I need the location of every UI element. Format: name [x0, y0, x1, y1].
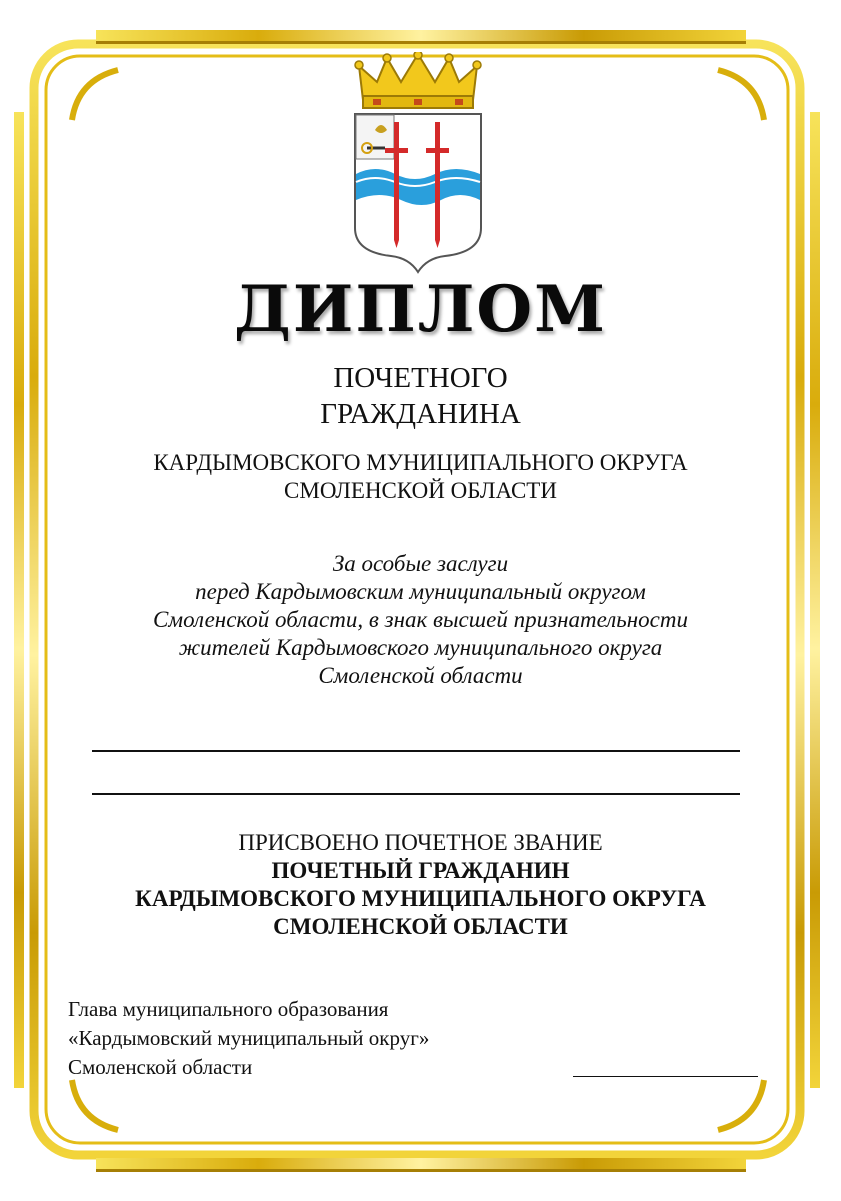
merit-line: За особые заслуги — [332, 551, 509, 576]
crown-icon — [355, 52, 481, 108]
subtitle-line: ГРАЖДАНИНА — [320, 398, 521, 430]
diploma-title: ДИПЛОМ — [234, 272, 607, 347]
region-line: СМОЛЕНСКОЙ ОБЛАСТИ — [284, 478, 557, 503]
merit-line: перед Кардымовским муниципальный округом — [195, 579, 646, 604]
coat-of-arms-emblem — [345, 52, 491, 274]
subtitle-line: ПОЧЕТНОГО — [333, 362, 508, 394]
award-title-line: ПОЧЕТНЫЙ ГРАЖДАНИН — [271, 858, 570, 883]
merit-line: Смоленской области — [318, 663, 523, 688]
award-intro: ПРИСВОЕНО ПОЧЕТНОЕ ЗВАНИЕ — [238, 830, 603, 855]
recipient-name-line — [92, 750, 740, 752]
signatory-title-line: «Кардымовский муниципальный округ» — [68, 1026, 430, 1050]
region-line: КАРДЫМОВСКОГО МУНИЦИПАЛЬНОГО ОКРУГА — [153, 450, 688, 475]
signatory-title-line: Смоленской области — [68, 1055, 253, 1079]
award-title-line: СМОЛЕНСКОЙ ОБЛАСТИ — [273, 914, 568, 939]
merit-line: Смоленской области, в знак высшей признательности — [153, 607, 688, 632]
signature-line — [573, 1076, 758, 1077]
signatory-title-line: Глава муниципального образования — [68, 997, 389, 1021]
recipient-name-line — [92, 793, 740, 795]
award-title-line: КАРДЫМОВСКОГО МУНИЦИПАЛЬНОГО ОКРУГА — [135, 886, 706, 911]
merit-line: жителей Кардымовского муниципального округа — [178, 635, 663, 660]
